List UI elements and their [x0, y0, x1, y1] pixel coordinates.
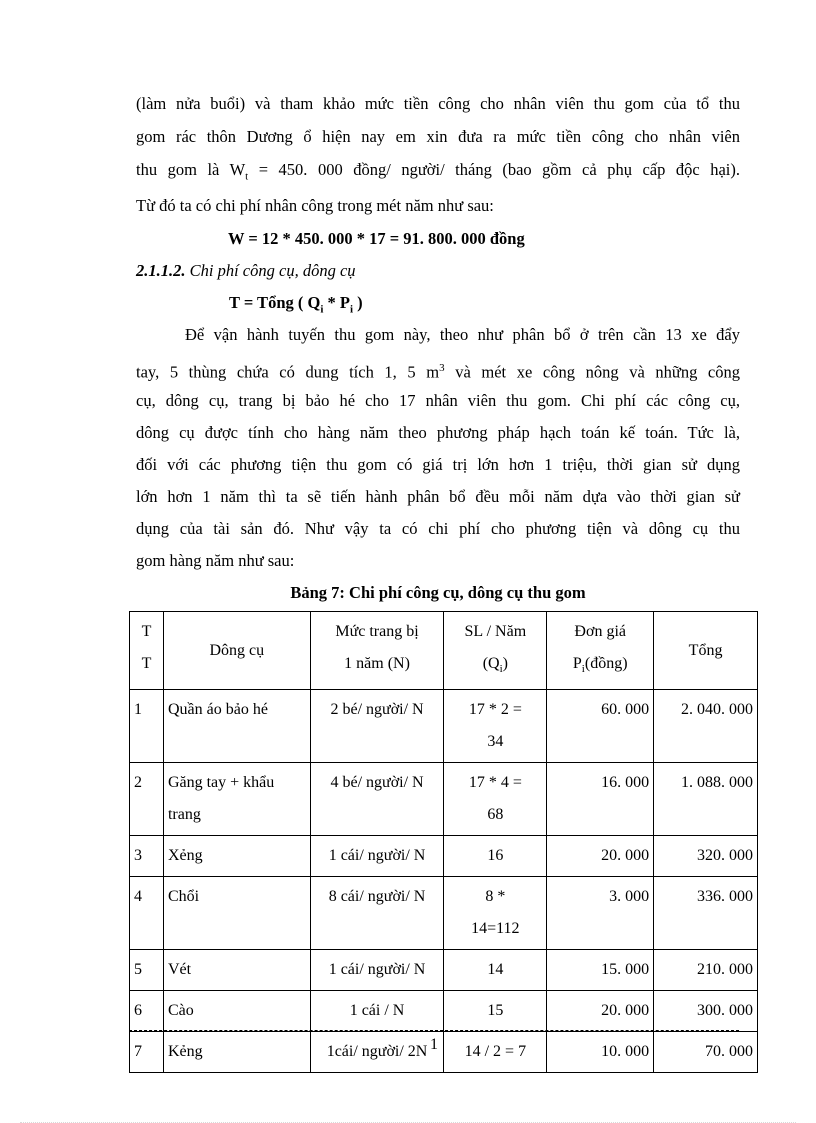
- cell-tool: Chổi: [163, 877, 310, 950]
- header-qty-2: [448, 648, 542, 685]
- subscript: i: [581, 663, 585, 676]
- section-number: 2.1.1.2.: [136, 261, 186, 280]
- formula-w: W = 12 * 450. 000 * 17 = 91. 800. 000 đồng: [228, 229, 525, 248]
- text: tay, 5 thùng chứa có dung tích 1, 5 m: [136, 362, 440, 382]
- cell-tool: [163, 690, 310, 763]
- cell-price: 60. 000: [547, 690, 654, 763]
- header-qty-1: SL / Năm: [464, 623, 527, 640]
- text: (đồng): [584, 655, 628, 672]
- paragraph-1-line-4: Từ đó ta có chi phí nhân công trong mét năm như sau:: [136, 196, 494, 215]
- cell-tool: Cào: [163, 991, 310, 1032]
- paragraph-2-line-8: gom hàng năm như sau:: [136, 551, 295, 570]
- cell-qty: [444, 690, 547, 763]
- cell-level: 1 cái / N: [310, 991, 444, 1032]
- paragraph-2-line-2: [136, 358, 740, 383]
- header-price-2: [551, 648, 649, 685]
- cell-qty: 14: [444, 950, 547, 991]
- cell-price: 20. 000: [547, 991, 654, 1032]
- cell-tool: Kẻng: [163, 1032, 310, 1073]
- table-header-row: [130, 612, 758, 690]
- cell-price: 15. 000: [547, 950, 654, 991]
- cell-tool-1: Quần áo bảo hé: [167, 701, 268, 719]
- cell-tt: 5: [130, 950, 164, 991]
- page-number: 1: [430, 1036, 438, 1053]
- superscript: 3: [439, 362, 445, 374]
- text: ): [353, 293, 363, 312]
- paragraph-1-line-3: [136, 160, 740, 186]
- cell-tool: [163, 763, 310, 836]
- cell-qty-1: 17 * 2 =: [468, 701, 522, 719]
- header-price-1: Đơn giá: [574, 623, 626, 640]
- cell-total: 320. 000: [654, 836, 758, 877]
- section-heading: [136, 261, 740, 281]
- subscript: i: [349, 303, 354, 316]
- cell-qty-2: 68: [487, 806, 504, 824]
- section-title: Chi phí công cụ, dông cụ: [185, 261, 356, 280]
- subscript: i: [320, 303, 324, 316]
- table-row: [130, 950, 758, 991]
- table-row: [130, 991, 758, 1032]
- cell-qty-1: 8 *: [485, 888, 506, 906]
- header-tt-2: T: [141, 655, 152, 672]
- text: P: [572, 655, 582, 672]
- table-row: [130, 836, 758, 877]
- text: ): [502, 655, 508, 672]
- header-level-2: 1 năm (N): [344, 655, 410, 672]
- paragraph-1-line-1: (làm nửa buổi) và tham khảo mức tiền công cho nhân viên thu gom của tổ thu: [136, 94, 740, 113]
- cell-tool: Xẻng: [163, 836, 310, 877]
- cell-tt: 4: [130, 877, 164, 950]
- cell-qty: [444, 763, 547, 836]
- header-level: [310, 612, 444, 690]
- paragraph-2-line-1: Để vận hành tuyến thu gom này, theo như phân bổ ở trên cần 13 xe đẩy: [185, 325, 740, 344]
- cell-tt: 1: [130, 690, 164, 763]
- cell-total: 1. 088. 000: [654, 763, 758, 836]
- cell-price: 10. 000: [547, 1032, 654, 1073]
- formula-t: [229, 293, 363, 319]
- subscript: i: [499, 663, 503, 676]
- cell-qty-2: 34: [487, 733, 504, 751]
- text: (Q: [482, 655, 500, 672]
- header-price: [547, 612, 654, 690]
- cell-qty-2: 14=112: [471, 920, 520, 938]
- cell-tool-2: trang: [167, 806, 201, 824]
- cell-level: 1cái/ người/ 2N: [310, 1032, 444, 1073]
- cell-tt: 6: [130, 991, 164, 1032]
- cell-level: 1 cái/ người/ N: [310, 950, 444, 991]
- paragraph-2-line-3: cụ, dông cụ, trang bị bảo hé cho 17 nhân viên thu gom. Chi phí các công cụ,: [136, 391, 740, 410]
- text: T = Tổng ( Q: [229, 293, 321, 312]
- paragraph-2-line-7: dụng của tài sản đó. Như vậy ta có chi phí cho phương tiện và dông cụ thu: [136, 519, 740, 538]
- cell-tt: 7: [130, 1032, 164, 1073]
- subscript: t: [245, 170, 249, 183]
- text: = 450. 000 đồng/ người/ tháng (bao gồm cả phụ cấp độc hại).: [248, 160, 740, 179]
- text: * P: [323, 293, 350, 312]
- cost-table: [129, 611, 758, 1073]
- cell-total: 300. 000: [654, 991, 758, 1032]
- table-row: [130, 877, 758, 950]
- cell-price: 3. 000: [547, 877, 654, 950]
- cell-price: 16. 000: [547, 763, 654, 836]
- cell-total: 2. 040. 000: [654, 690, 758, 763]
- cell-qty: 15: [444, 991, 547, 1032]
- cell-total: 336. 000: [654, 877, 758, 950]
- cell-tool: Vét: [163, 950, 310, 991]
- cell-tt: 3: [130, 836, 164, 877]
- cell-level: 1 cái/ người/ N: [310, 836, 444, 877]
- cell-total: 210. 000: [654, 950, 758, 991]
- header-tool: Dông cụ: [163, 612, 310, 690]
- header-qty: [444, 612, 547, 690]
- cell-qty: 14 / 2 = 7: [444, 1032, 547, 1073]
- header-tt-1: T: [141, 623, 152, 640]
- header-level-1: Mức trang bị: [335, 623, 419, 640]
- cell-total: 70. 000: [654, 1032, 758, 1073]
- cell-level: 4 bé/ người/ N: [310, 763, 444, 836]
- table-row: [130, 763, 758, 836]
- cell-level: 2 bé/ người/ N: [310, 690, 444, 763]
- paragraph-2-line-6: lớn hơn 1 năm thì ta sẽ tiến hành phân bổ đều mỗi năm dựa vào thời gian sử: [136, 487, 740, 506]
- cell-qty-1: 17 * 4 =: [468, 774, 522, 792]
- table-row: [130, 690, 758, 763]
- footer-divider: [129, 1030, 739, 1031]
- header-tt: [130, 612, 164, 690]
- header-total: Tổng: [654, 612, 758, 690]
- paragraph-1-line-2: gom rác thôn Dương ổ hiện nay em xin đưa ra mức tiền công cho nhân viên: [136, 127, 740, 146]
- cell-price: 20. 000: [547, 836, 654, 877]
- cell-level: 8 cái/ người/ N: [310, 877, 444, 950]
- paragraph-2-line-5: đối với các phương tiện thu gom có giá trị lớn hơn 1 triệu, thời gian sử dụng: [136, 455, 740, 474]
- cell-qty: 16: [444, 836, 547, 877]
- text: thu gom là W: [136, 160, 246, 179]
- paragraph-2-line-4: dông cụ được tính cho hàng năm theo phương pháp hạch toán kế toán. Tức là,: [136, 423, 740, 442]
- cell-qty: [444, 877, 547, 950]
- cell-tt: 2: [130, 763, 164, 836]
- text: và mét xe công nông và những công: [444, 362, 740, 382]
- cell-tool-1: Găng tay + khẩu: [167, 774, 275, 792]
- table-caption: Bảng 7: Chi phí công cụ, dông cụ thu gom: [290, 583, 586, 602]
